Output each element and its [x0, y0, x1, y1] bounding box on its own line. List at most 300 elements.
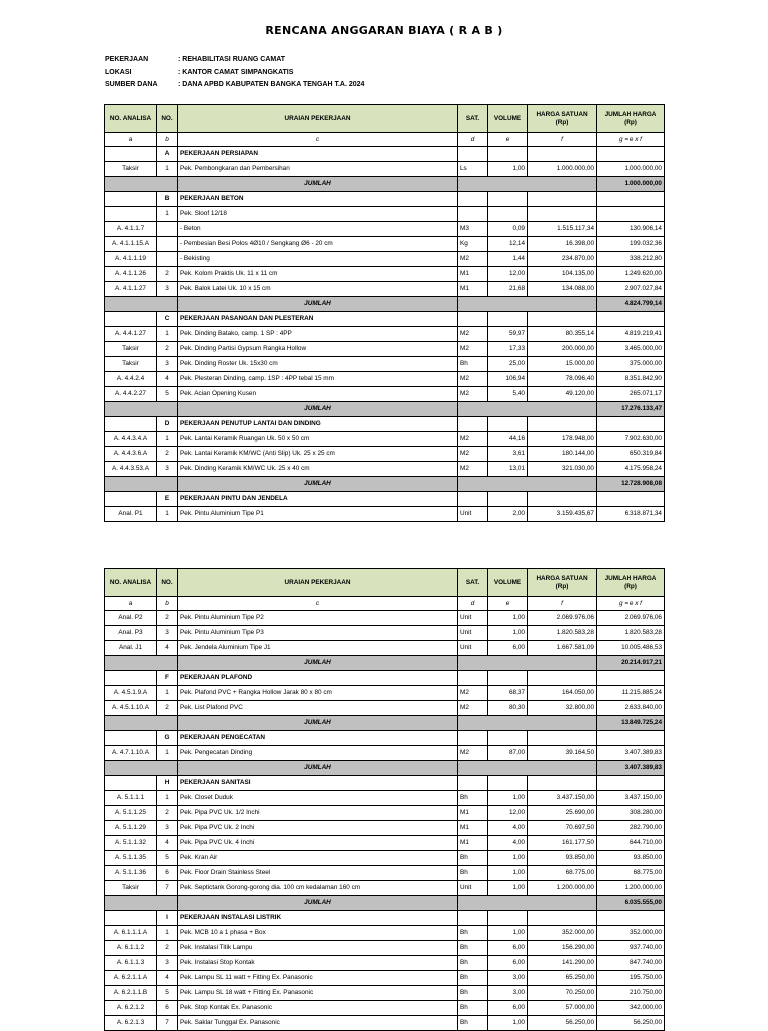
- table-body: [105, 611, 665, 1031]
- table-row: [105, 357, 665, 372]
- empty-cell: [105, 716, 178, 731]
- empty-cell: [458, 147, 488, 162]
- volume-cell: 1,00: [488, 926, 528, 941]
- subtotal-value: 12.728.908,08: [597, 477, 665, 492]
- col-letter: g = e x f: [597, 597, 665, 611]
- no-cell: 1: [157, 746, 178, 761]
- table-row: [105, 432, 665, 447]
- sat-cell: M1: [458, 821, 488, 836]
- sat-cell: Bh: [458, 851, 488, 866]
- empty-cell: [458, 731, 488, 746]
- harga-satuan-cell: 180.144,00: [528, 447, 597, 462]
- sat-cell: M1: [458, 267, 488, 282]
- sat-cell: Unit: [458, 611, 488, 626]
- uraian-cell: Pek. Stop Kontak Ex. Panasonic: [178, 1001, 458, 1016]
- section-row: [105, 312, 665, 327]
- sat-cell: Kg: [458, 237, 488, 252]
- volume-cell: 1,00: [488, 866, 528, 881]
- jumlah-harga-cell: 130.906,14: [597, 222, 665, 237]
- col-header-harga-satuan: HARGA SATUAN (Rp): [528, 105, 597, 133]
- sat-cell: M2: [458, 372, 488, 387]
- table-row: [105, 387, 665, 402]
- harga-satuan-cell: 104.135,00: [528, 267, 597, 282]
- sat-cell: Unit: [458, 881, 488, 896]
- sat-cell: M2: [458, 447, 488, 462]
- volume-cell: 12,00: [488, 806, 528, 821]
- uraian-cell: Pek. Pipa PVC Uk. 1/2 Inchi: [178, 806, 458, 821]
- sat-cell: Bh: [458, 941, 488, 956]
- uraian-cell: Pek. Dinding Partisi Gypsum Rangka Hollow: [178, 342, 458, 357]
- uraian-cell: Pek. Lampu SL 18 watt + Fitting Ex. Panasonic: [178, 986, 458, 1001]
- analisa-cell: A. 4.5.1.10.A: [105, 701, 157, 716]
- empty-cell: [597, 731, 665, 746]
- uraian-cell: Pek. Closet Duduk: [178, 791, 458, 806]
- analisa-cell: A. 4.7.1.10.A: [105, 746, 157, 761]
- jumlah-harga-cell: 93.850,00: [597, 851, 665, 866]
- col-letter: f: [528, 133, 597, 147]
- table-row: [105, 626, 665, 641]
- no-cell: 1: [157, 432, 178, 447]
- section-title: PEKERJAAN PERSIAPAN: [178, 147, 458, 162]
- empty-cell: [488, 192, 528, 207]
- volume-cell: 59,97: [488, 327, 528, 342]
- col-header-analisa: NO. ANALISA: [105, 569, 157, 597]
- uraian-cell: Pek. Balok Latei Uk. 10 x 15 cm: [178, 282, 458, 297]
- harga-satuan-cell: [528, 207, 597, 222]
- analisa-cell: [105, 207, 157, 222]
- uraian-cell: Pek. Pintu Aluminium Tipe P2: [178, 611, 458, 626]
- table-row: [105, 237, 665, 252]
- empty-cell: [528, 147, 597, 162]
- sat-cell: M2: [458, 701, 488, 716]
- uraian-cell: Pek. Instalasi Titik Lampu: [178, 941, 458, 956]
- volume-cell: 6,00: [488, 941, 528, 956]
- analisa-cell: A. 4.4.2.4: [105, 372, 157, 387]
- empty-cell: [458, 417, 488, 432]
- jumlah-harga-cell: 375.000,00: [597, 357, 665, 372]
- volume-cell: 1,44: [488, 252, 528, 267]
- sat-cell: M2: [458, 432, 488, 447]
- empty-cell: [105, 656, 178, 671]
- harga-satuan-cell: 15.000,00: [528, 357, 597, 372]
- subtotal-value: 3.407.389,83: [597, 761, 665, 776]
- table-row: [105, 986, 665, 1001]
- empty-cell: [105, 731, 157, 746]
- section-row: [105, 776, 665, 791]
- info-row: [105, 54, 364, 67]
- table-row: [105, 462, 665, 477]
- uraian-cell: Pek. Dinding Batako, camp. 1 SP : 4PP: [178, 327, 458, 342]
- empty-cell: [528, 911, 597, 926]
- table-row: [105, 1001, 665, 1016]
- volume-cell: 4,00: [488, 836, 528, 851]
- volume-cell: 4,00: [488, 821, 528, 836]
- info-row: [105, 67, 364, 80]
- col-letter: g = e x f: [597, 133, 665, 147]
- analisa-cell: A. 4.4.2.27: [105, 387, 157, 402]
- no-cell: 1: [157, 162, 178, 177]
- table-row: [105, 611, 665, 626]
- uraian-cell: Pek. Pengecatan Dinding: [178, 746, 458, 761]
- analisa-cell: Taksir: [105, 881, 157, 896]
- jumlah-harga-cell: 68.775,00: [597, 866, 665, 881]
- harga-satuan-cell: 57.000,00: [528, 1001, 597, 1016]
- analisa-cell: A. 4.4.1.27: [105, 327, 157, 342]
- table-row: [105, 851, 665, 866]
- info-label: PEKERJAAN: [105, 56, 149, 63]
- empty-cell: [105, 402, 178, 417]
- col-letter: d: [458, 597, 488, 611]
- harga-satuan-cell: 141.290,00: [528, 956, 597, 971]
- table-row: [105, 701, 665, 716]
- section-row: [105, 671, 665, 686]
- empty-cell: [528, 192, 597, 207]
- uraian-cell: Pek. Lantai Keramik Ruangan Uk. 50 x 50 cm: [178, 432, 458, 447]
- col-letter: b: [157, 597, 178, 611]
- subtotal-label: JUMLAH: [178, 716, 458, 731]
- col-header-no: NO.: [157, 105, 178, 133]
- uraian-cell: Pek. Dinding Keramik KM/WC Uk. 25 x 40 cm: [178, 462, 458, 477]
- jumlah-harga-cell: 6.318.871,34: [597, 507, 665, 522]
- section-row: [105, 417, 665, 432]
- uraian-cell: Pek. Pintu Aluminium Tipe P3: [178, 626, 458, 641]
- no-cell: 3: [157, 357, 178, 372]
- sat-cell: M1: [458, 806, 488, 821]
- analisa-cell: Anal. P2: [105, 611, 157, 626]
- harga-satuan-cell: 234.870,00: [528, 252, 597, 267]
- section-title: PEKERJAAN BETON: [178, 192, 458, 207]
- table-row: [105, 686, 665, 701]
- section-title: PEKERJAAN PENUTUP LANTAI DAN DINDING: [178, 417, 458, 432]
- harga-satuan-cell: 16.398,00: [528, 237, 597, 252]
- analisa-cell: Anal. J1: [105, 641, 157, 656]
- volume-cell: 25,00: [488, 357, 528, 372]
- no-cell: 3: [157, 956, 178, 971]
- sat-cell: Ls: [458, 162, 488, 177]
- uraian-cell: Pek. Dinding Roster Uk. 15x30 cm: [178, 357, 458, 372]
- table-row: [105, 806, 665, 821]
- empty-cell: [488, 147, 528, 162]
- analisa-cell: A. 4.1.1.19: [105, 252, 157, 267]
- harga-satuan-cell: 56.250,00: [528, 1016, 597, 1031]
- jumlah-harga-cell: 352.000,00: [597, 926, 665, 941]
- harga-satuan-cell: 200.000,00: [528, 342, 597, 357]
- analisa-cell: A. 6.2.1.3: [105, 1016, 157, 1031]
- empty-cell: [458, 716, 597, 731]
- empty-cell: [105, 192, 157, 207]
- no-cell: 2: [157, 701, 178, 716]
- jumlah-harga-cell: 2.633.840,00: [597, 701, 665, 716]
- sat-cell: Bh: [458, 791, 488, 806]
- empty-cell: [597, 911, 665, 926]
- volume-cell: 44,16: [488, 432, 528, 447]
- sat-cell: M1: [458, 282, 488, 297]
- empty-cell: [597, 312, 665, 327]
- sat-cell: M2: [458, 686, 488, 701]
- section-title: PEKERJAAN SANITASI: [178, 776, 458, 791]
- sat-cell: Bh: [458, 971, 488, 986]
- empty-cell: [458, 911, 488, 926]
- col-letter: c: [178, 133, 458, 147]
- uraian-cell: Pek. MCB 10 a 1 phasa + Box: [178, 926, 458, 941]
- empty-cell: [105, 297, 178, 312]
- jumlah-harga-cell: 1.000.000,00: [597, 162, 665, 177]
- uraian-cell: Pek. Plesteran Dinding, camp. 1SP : 4PP tebal 15 mm: [178, 372, 458, 387]
- uraian-cell: Pek. Plafond PVC + Rangka Hollow Jarak 80 x 80 cm: [178, 686, 458, 701]
- jumlah-harga-cell: 199.032,36: [597, 237, 665, 252]
- empty-cell: [458, 492, 488, 507]
- section-letter: H: [157, 776, 178, 791]
- jumlah-harga-cell: 7.902.630,00: [597, 432, 665, 447]
- volume-cell: 6,00: [488, 641, 528, 656]
- analisa-cell: A. 4.4.3.6.A: [105, 447, 157, 462]
- analisa-cell: A. 4.5.1.9.A: [105, 686, 157, 701]
- volume-cell: [488, 207, 528, 222]
- subtotal-row: [105, 716, 665, 731]
- empty-cell: [105, 417, 157, 432]
- empty-cell: [105, 896, 178, 911]
- col-header-jumlah-harga: JUMLAH HARGA (Rp): [597, 105, 665, 133]
- no-cell: 1: [157, 686, 178, 701]
- harga-satuan-cell: 3.159.435,67: [528, 507, 597, 522]
- empty-cell: [105, 911, 157, 926]
- harga-satuan-cell: 161.177,50: [528, 836, 597, 851]
- analisa-cell: A. 4.1.1.27: [105, 282, 157, 297]
- volume-cell: 1,00: [488, 1016, 528, 1031]
- volume-cell: 1,00: [488, 611, 528, 626]
- sat-cell: M2: [458, 252, 488, 267]
- jumlah-harga-cell: 1.820.583,28: [597, 626, 665, 641]
- empty-cell: [597, 417, 665, 432]
- no-cell: 2: [157, 941, 178, 956]
- harga-satuan-cell: 1.000.000,00: [528, 162, 597, 177]
- subtotal-label: JUMLAH: [178, 297, 458, 312]
- no-cell: [157, 237, 178, 252]
- table-row: [105, 821, 665, 836]
- col-letter: c: [178, 597, 458, 611]
- subtotal-row: [105, 177, 665, 192]
- sat-cell: M2: [458, 342, 488, 357]
- volume-cell: 5,40: [488, 387, 528, 402]
- empty-cell: [458, 402, 597, 417]
- analisa-cell: A. 4.1.1.26: [105, 267, 157, 282]
- analisa-cell: A. 6.1.1.2: [105, 941, 157, 956]
- harga-satuan-cell: 2.069.976,06: [528, 611, 597, 626]
- project-info: [105, 54, 364, 92]
- subtotal-value: 1.000.000,00: [597, 177, 665, 192]
- col-letter: e: [488, 133, 528, 147]
- volume-cell: 68,37: [488, 686, 528, 701]
- empty-cell: [528, 492, 597, 507]
- analisa-cell: Anal. P3: [105, 626, 157, 641]
- sat-cell: Bh: [458, 1016, 488, 1031]
- subtotal-label: JUMLAH: [178, 761, 458, 776]
- uraian-cell: Pek. List Plafond PVC: [178, 701, 458, 716]
- column-letter-row: [105, 133, 665, 147]
- jumlah-harga-cell: 210.750,00: [597, 986, 665, 1001]
- no-cell: 1: [157, 327, 178, 342]
- jumlah-harga-cell: 3.465.000,00: [597, 342, 665, 357]
- no-cell: 6: [157, 866, 178, 881]
- no-cell: 6: [157, 1001, 178, 1016]
- jumlah-harga-cell: 937.740,00: [597, 941, 665, 956]
- no-cell: 5: [157, 986, 178, 1001]
- table-row: [105, 342, 665, 357]
- section-title: PEKERJAAN PLAFOND: [178, 671, 458, 686]
- volume-cell: 1,00: [488, 851, 528, 866]
- empty-cell: [458, 177, 597, 192]
- harga-satuan-cell: 49.120,00: [528, 387, 597, 402]
- section-title: PEKERJAAN INSTALASI LISTRIK: [178, 911, 458, 926]
- section-letter: C: [157, 312, 178, 327]
- no-cell: 5: [157, 851, 178, 866]
- harga-satuan-cell: 78.096,40: [528, 372, 597, 387]
- empty-cell: [528, 312, 597, 327]
- section-letter: F: [157, 671, 178, 686]
- empty-cell: [597, 147, 665, 162]
- sat-cell: Unit: [458, 626, 488, 641]
- subtotal-row: [105, 402, 665, 417]
- subtotal-value: 6.035.555,00: [597, 896, 665, 911]
- empty-cell: [105, 312, 157, 327]
- col-letter: a: [105, 133, 157, 147]
- sat-cell: M3: [458, 222, 488, 237]
- analisa-cell: A. 6.1.1.1.A: [105, 926, 157, 941]
- volume-cell: 13,01: [488, 462, 528, 477]
- empty-cell: [105, 177, 178, 192]
- volume-cell: 3,00: [488, 971, 528, 986]
- jumlah-harga-cell: 1.200.000,00: [597, 881, 665, 896]
- subtotal-value: 13.849.725,24: [597, 716, 665, 731]
- empty-cell: [597, 776, 665, 791]
- jumlah-harga-cell: 308.280,00: [597, 806, 665, 821]
- analisa-cell: A. 5.1.1.35: [105, 851, 157, 866]
- table-row: [105, 447, 665, 462]
- harga-satuan-cell: 70.697,50: [528, 821, 597, 836]
- sat-cell: Bh: [458, 956, 488, 971]
- empty-cell: [458, 297, 597, 312]
- col-letter: b: [157, 133, 178, 147]
- no-cell: 2: [157, 806, 178, 821]
- section-row: [105, 192, 665, 207]
- section-title: PEKERJAAN PENGECATAN: [178, 731, 458, 746]
- uraian-cell: Pek. Sloof 12/18: [178, 207, 458, 222]
- volume-cell: 2,00: [488, 507, 528, 522]
- col-header-sat: SAT.: [458, 569, 488, 597]
- volume-cell: 6,00: [488, 1001, 528, 1016]
- jumlah-harga-cell: 1.249.620,00: [597, 267, 665, 282]
- uraian-cell: - Bekisting: [178, 252, 458, 267]
- col-header-uraian: URAIAN PEKERJAAN: [178, 569, 458, 597]
- header-row: [105, 569, 665, 597]
- no-cell: 4: [157, 971, 178, 986]
- harga-satuan-cell: 1.667.581,09: [528, 641, 597, 656]
- analisa-cell: Taksir: [105, 342, 157, 357]
- volume-cell: 3,00: [488, 986, 528, 1001]
- no-cell: 2: [157, 611, 178, 626]
- empty-cell: [528, 671, 597, 686]
- jumlah-harga-cell: 847.740,00: [597, 956, 665, 971]
- harga-satuan-cell: 3.437.150,00: [528, 791, 597, 806]
- info-value: : DANA APBD KABUPATEN BANGKA TENGAH T.A. 2024: [178, 81, 365, 88]
- volume-cell: 1,00: [488, 881, 528, 896]
- column-letter-row: [105, 597, 665, 611]
- harga-satuan-cell: 134.088,00: [528, 282, 597, 297]
- harga-satuan-cell: 178.948,00: [528, 432, 597, 447]
- empty-cell: [458, 312, 488, 327]
- analisa-cell: A. 6.1.1.3: [105, 956, 157, 971]
- analisa-cell: A. 6.2.1.1.A: [105, 971, 157, 986]
- col-header-volume: VOLUME: [488, 569, 528, 597]
- empty-cell: [528, 417, 597, 432]
- analisa-cell: A. 5.1.1.32: [105, 836, 157, 851]
- header-row: [105, 105, 665, 133]
- section-row: [105, 731, 665, 746]
- harga-satuan-cell: 70.250,00: [528, 986, 597, 1001]
- table-row: [105, 222, 665, 237]
- rab-table-2: [104, 568, 665, 1031]
- info-value: : KANTOR CAMAT SIMPANGKATIS: [178, 68, 294, 76]
- sat-cell: Unit: [458, 507, 488, 522]
- jumlah-harga-cell: 4.819.219,41: [597, 327, 665, 342]
- analisa-cell: A. 4.4.3.53.A: [105, 462, 157, 477]
- empty-cell: [105, 147, 157, 162]
- subtotal-value: 17.276.133,47: [597, 402, 665, 417]
- empty-cell: [458, 656, 597, 671]
- uraian-cell: Pek. Floor Drain Stainless Steel: [178, 866, 458, 881]
- uraian-cell: Pek. Kran Air: [178, 851, 458, 866]
- jumlah-harga-cell: 282.790,00: [597, 821, 665, 836]
- no-cell: 2: [157, 447, 178, 462]
- col-letter: f: [528, 597, 597, 611]
- empty-cell: [105, 492, 157, 507]
- table-row: [105, 791, 665, 806]
- volume-cell: 1,00: [488, 791, 528, 806]
- jumlah-harga-cell: 4.175.958,24: [597, 462, 665, 477]
- harga-satuan-cell: 80.355,14: [528, 327, 597, 342]
- sat-cell: M2: [458, 746, 488, 761]
- sat-cell: Bh: [458, 986, 488, 1001]
- jumlah-harga-cell: 195.750,00: [597, 971, 665, 986]
- harga-satuan-cell: 321.030,00: [528, 462, 597, 477]
- table-row: [105, 252, 665, 267]
- section-row: [105, 147, 665, 162]
- rab-table-1: [104, 104, 665, 522]
- empty-cell: [528, 731, 597, 746]
- info-row: [105, 79, 364, 92]
- volume-cell: 80,30: [488, 701, 528, 716]
- table-row: [105, 881, 665, 896]
- section-letter: B: [157, 192, 178, 207]
- harga-satuan-cell: 65.250,00: [528, 971, 597, 986]
- harga-satuan-cell: 93.850,00: [528, 851, 597, 866]
- empty-cell: [597, 492, 665, 507]
- uraian-cell: Pek. Pintu Aluminium Tipe P1: [178, 507, 458, 522]
- section-title: PEKERJAAN PASANGAN DAN PLESTERAN: [178, 312, 458, 327]
- no-cell: [157, 222, 178, 237]
- sat-cell: Bh: [458, 357, 488, 372]
- empty-cell: [488, 911, 528, 926]
- jumlah-harga-cell: 2.069.976,06: [597, 611, 665, 626]
- subtotal-row: [105, 297, 665, 312]
- no-cell: 4: [157, 372, 178, 387]
- analisa-cell: A. 5.1.1.29: [105, 821, 157, 836]
- section-letter: D: [157, 417, 178, 432]
- subtotal-value: 20.214.917,21: [597, 656, 665, 671]
- volume-cell: 1,00: [488, 162, 528, 177]
- col-header-analisa: NO. ANALISA: [105, 105, 157, 133]
- section-letter: I: [157, 911, 178, 926]
